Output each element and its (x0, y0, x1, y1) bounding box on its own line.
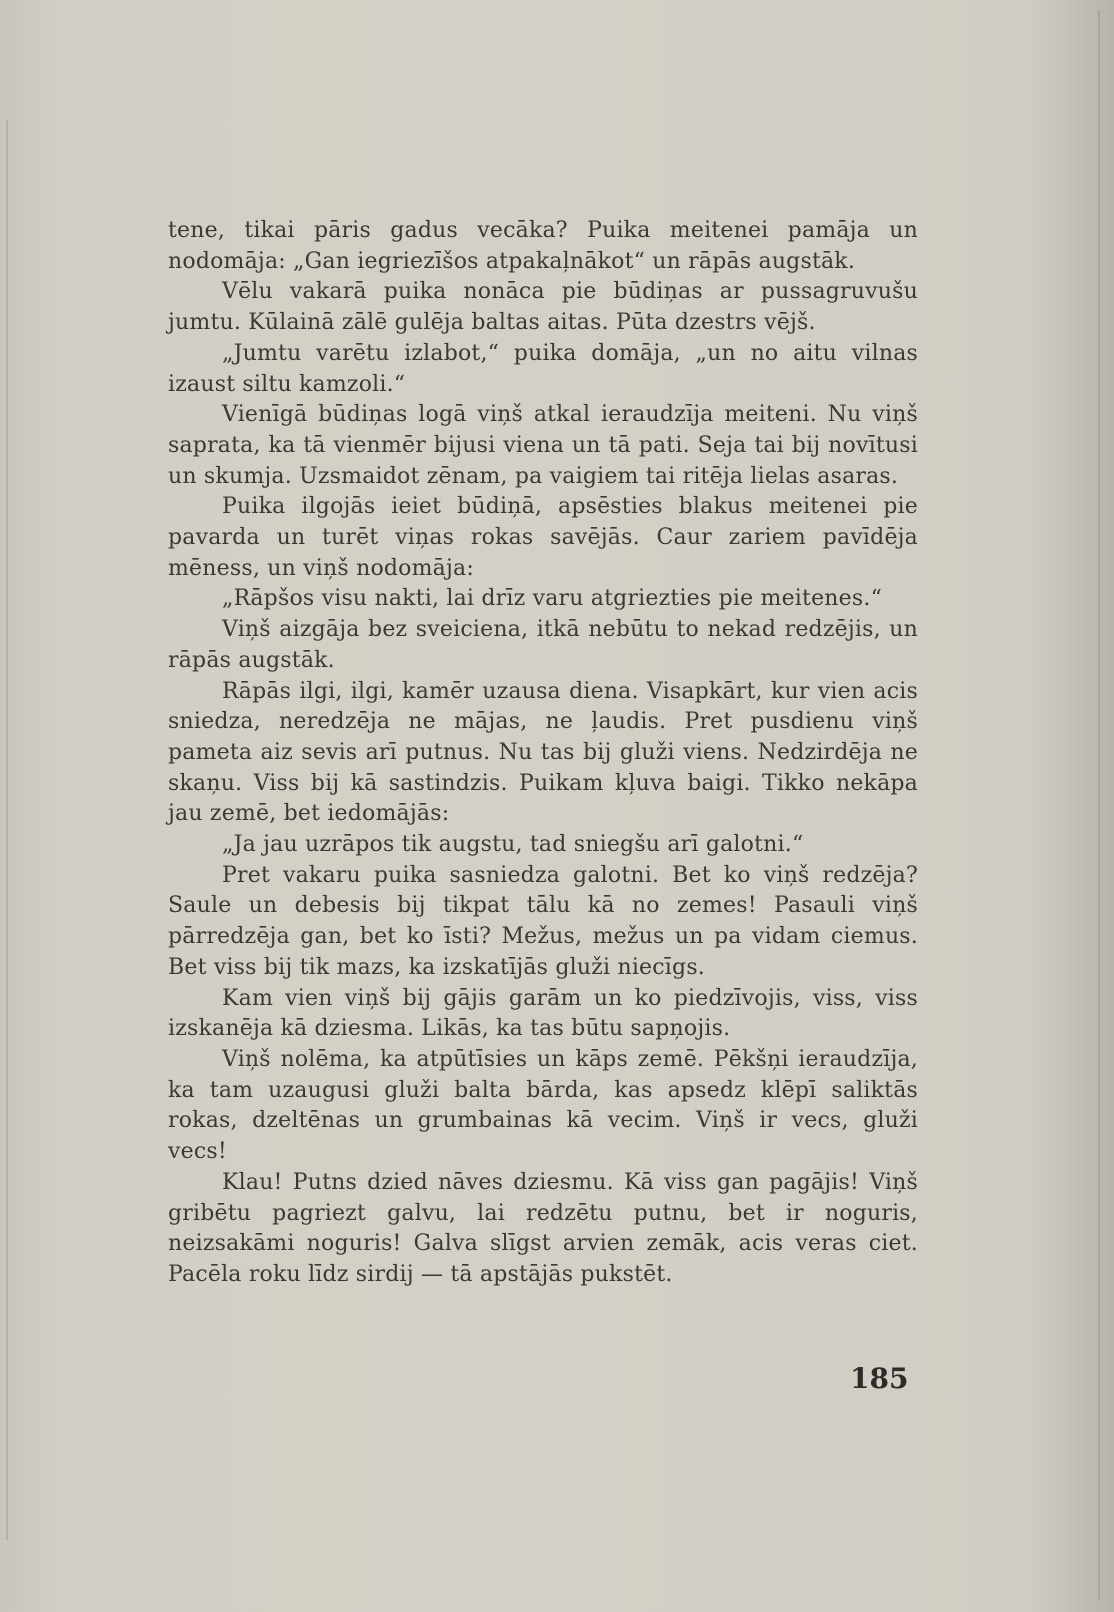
body-text (168, 216, 918, 1291)
paragraph: Pret vakaru puika sasniedza galotni. Bet ko viņš redzēja? Saule un debesis bij tikpat tālu kā no zemes! Pasauli viņš pārredzēja gan, bet ko īsti? Mežus, mežus un pa vidam ciemus. Bet viss bij tik mazs, ka izskatījās gluži niecīgs. (168, 862, 918, 980)
paragraph: Rāpās ilgi, ilgi, kamēr uzausa diena. Visapkārt, kur vien acis sniedza, neredzēja ne mājas, ne ļaudis. Pret pusdienu viņš pameta aiz sevis arī putnus. Nu tas bij gluži viens. Nedzirdēja ne skaņu. Viss bij kā sastindzis. Puikam kļuva baigi. Tikko nekāpa jau zemē, bet iedomājās: (168, 678, 918, 827)
paragraph: „Jumtu varētu izlabot,“ puika domāja, „un no aitu vilnas izaust siltu kamzoli.“ (168, 340, 918, 397)
paragraph: „Rāpšos visu nakti, lai drīz varu atgriezties pie meitenes.“ (222, 586, 883, 612)
paragraph: Viņš aizgāja bez sveiciena, itkā nebūtu to nekad redzējis, un rāpās augstāk. (168, 617, 918, 673)
paragraph: Viņš nolēma, ka atpūtīsies un kāps zemē. Pēkšņi ieraudzīja, ka tam uzaugusi gluži balta bārda, kas apsedz klēpī saliktās rokas, dzeltēnas un grumbainas kā vecim. Viņš ir vecs, gluži vecs! (168, 1046, 918, 1165)
paragraph: Klau! Putns dzied nāves dziesmu. Kā viss gan pagājis! Viņš gribētu pagriezt galvu, lai redzētu putnu, bet ir noguris, neizsakāmi noguris! Galva slīgst arvien zemāk, acis veras ciet. Pacēla roku līdz sirdij — tā apstājās pukstēt. (168, 1169, 918, 1287)
paragraph: Vienīgā būdiņas logā viņš atkal ieraudzīja meiteni. Nu viņš saprata, ka tā vienmēr bijusi viena un tā pati. Seja tai bij novītusi un skumja. Uzsmaidot zēnam, pa vaigiem tai ritēja lielas asaras. (168, 402, 918, 489)
paragraph: Kam vien viņš bij gājis garām un ko piedzīvojis, viss, viss izskanēja kā dziesma. Likās, ka tas būtu sapņojis. (168, 985, 918, 1042)
paragraph: Vēlu vakarā puika nonāca pie būdiņas ar pussagruvušu jumtu. Kūlainā zālē gulēja baltas aitas. Pūta dzestrs vējš. (168, 279, 918, 336)
paragraph: tene, tikai pāris gadus vecāka? Puika meitenei pamāja un nodomāja: „Gan iegriezīšos atpakaļnākot“ un rāpās augstāk. (168, 218, 918, 274)
page-number: 185 (850, 1362, 909, 1395)
paragraph: „Ja jau uzrāpos tik augstu, tad sniegšu arī galotni.“ (222, 832, 804, 858)
paragraph: Puika ilgojās ieiet būdiņā, apsēsties blakus meitenei pie pavarda un turēt viņas rokas savējās. Caur zariem pavīdēja mēness, un viņš nodomāja: (168, 494, 918, 581)
